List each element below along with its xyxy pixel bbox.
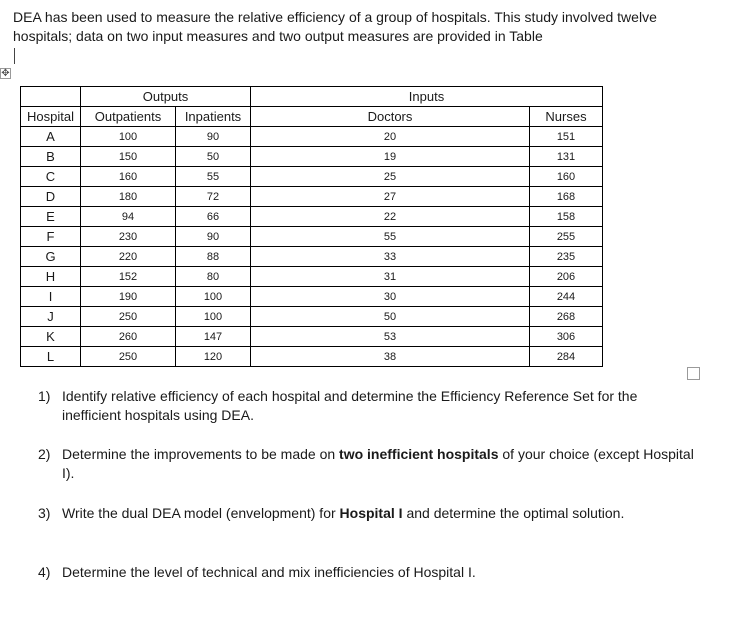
question-text-part: Write the dual DEA model (envelopment) for [62,505,340,521]
cell-inpatients: 120 [176,347,251,367]
cell-outpatients: 152 [81,267,176,287]
cell-hospital: A [21,127,81,147]
cell-inpatients: 147 [176,327,251,347]
cell-hospital: F [21,227,81,247]
cell-inpatients: 55 [176,167,251,187]
question-number: 2) [38,446,51,462]
cell-outpatients: 230 [81,227,176,247]
cell-doctors: 30 [251,287,530,307]
table-row [21,167,603,187]
cell-hospital: L [21,347,81,367]
inputs-group-header: Inputs [251,87,603,107]
cell-doctors: 31 [251,267,530,287]
cell-inpatients: 90 [176,127,251,147]
question-1 [38,387,698,425]
table-row [21,327,603,347]
cell-hospital: E [21,207,81,227]
cell-hospital: G [21,247,81,267]
outputs-group-header: Outputs [81,87,251,107]
table-body [21,127,603,367]
table-row [21,267,603,287]
cell-hospital: K [21,327,81,347]
cell-nurses: 206 [530,267,603,287]
cell-hospital: D [21,187,81,207]
cell-nurses: 284 [530,347,603,367]
cell-hospital: H [21,267,81,287]
cell-inpatients: 88 [176,247,251,267]
question-text [62,445,698,483]
question-number: 1) [38,388,51,404]
cell-outpatients: 250 [81,307,176,327]
cell-nurses: 306 [530,327,603,347]
cell-outpatients: 160 [81,167,176,187]
cell-inpatients: 80 [176,267,251,287]
question-2 [38,445,698,483]
cell-outpatients: 190 [81,287,176,307]
cell-nurses: 168 [530,187,603,207]
cell-doctors: 25 [251,167,530,187]
cell-outpatients: 100 [81,127,176,147]
table-column-header-row [21,107,603,127]
table-row [21,227,603,247]
cell-outpatients: 94 [81,207,176,227]
cell-outpatients: 150 [81,147,176,167]
question-text-part: of your choice (except Hospital I). [62,446,694,481]
column-header-hospital: Hospital [21,107,81,127]
cell-doctors: 38 [251,347,530,367]
column-header-inpatients: Inpatients [176,107,251,127]
table-row [21,127,603,147]
cell-inpatients: 90 [176,227,251,247]
cell-nurses: 268 [530,307,603,327]
table-row [21,287,603,307]
cell-hospital: I [21,287,81,307]
cell-nurses: 131 [530,147,603,167]
table-row [21,247,603,267]
table-row [21,147,603,167]
cell-inpatients: 72 [176,187,251,207]
cell-inpatients: 50 [176,147,251,167]
cell-doctors: 33 [251,247,530,267]
cell-hospital: C [21,167,81,187]
question-text-bold: two inefficient hospitals [339,446,499,462]
cell-outpatients: 220 [81,247,176,267]
cell-doctors: 22 [251,207,530,227]
cell-nurses: 158 [530,207,603,227]
question-3 [38,504,698,523]
text-cursor [14,48,15,64]
cell-outpatients: 250 [81,347,176,367]
cell-outpatients: 260 [81,327,176,347]
cell-doctors: 20 [251,127,530,147]
table-group-header-row [21,87,603,107]
table-row [21,347,603,367]
question-text-part: Identify relative efficiency of each hospital and determine the Efficiency Reference Set for the inefficient hospitals using DEA. [62,388,638,423]
cell-doctors: 27 [251,187,530,207]
column-header-nurses: Nurses [530,107,603,127]
question-text-part: Determine the level of technical and mix inefficiencies of Hospital I. [62,564,476,580]
table-move-handle-icon[interactable]: ✥ [1,68,10,79]
cell-nurses: 244 [530,287,603,307]
cell-doctors: 53 [251,327,530,347]
blank-header-cell [21,87,81,107]
question-number: 4) [38,564,51,580]
question-text-part: and determine the optimal solution. [402,505,625,521]
column-header-outpatients: Outpatients [81,107,176,127]
cell-nurses: 235 [530,247,603,267]
column-header-doctors: Doctors [251,107,530,127]
question-text-part: Determine the improvements to be made on [62,446,340,462]
cell-hospital: B [21,147,81,167]
question-text [62,563,698,582]
cell-nurses: 151 [530,127,603,147]
cell-outpatients: 180 [81,187,176,207]
table-row [21,187,603,207]
cell-inpatients: 100 [176,287,251,307]
cell-doctors: 50 [251,307,530,327]
question-number: 3) [38,505,51,521]
cell-nurses: 255 [530,227,603,247]
table-row [21,307,603,327]
question-text-bold: Hospital I [339,505,403,521]
table-row [21,207,603,227]
cell-inpatients: 66 [176,207,251,227]
cell-nurses: 160 [530,167,603,187]
table-resize-handle[interactable] [687,367,700,380]
cell-doctors: 55 [251,227,530,247]
question-text [62,504,698,523]
cell-inpatients: 100 [176,307,251,327]
cell-doctors: 19 [251,147,530,167]
hospital-data-table [20,86,603,367]
question-4 [38,563,698,582]
cell-hospital: J [21,307,81,327]
question-text [62,387,698,425]
intro-paragraph: DEA has been used to measure the relative efficiency of a group of hospitals. This study involved twelve hospitals; data on two input measures and two output measures are provided in Table [13,9,657,44]
